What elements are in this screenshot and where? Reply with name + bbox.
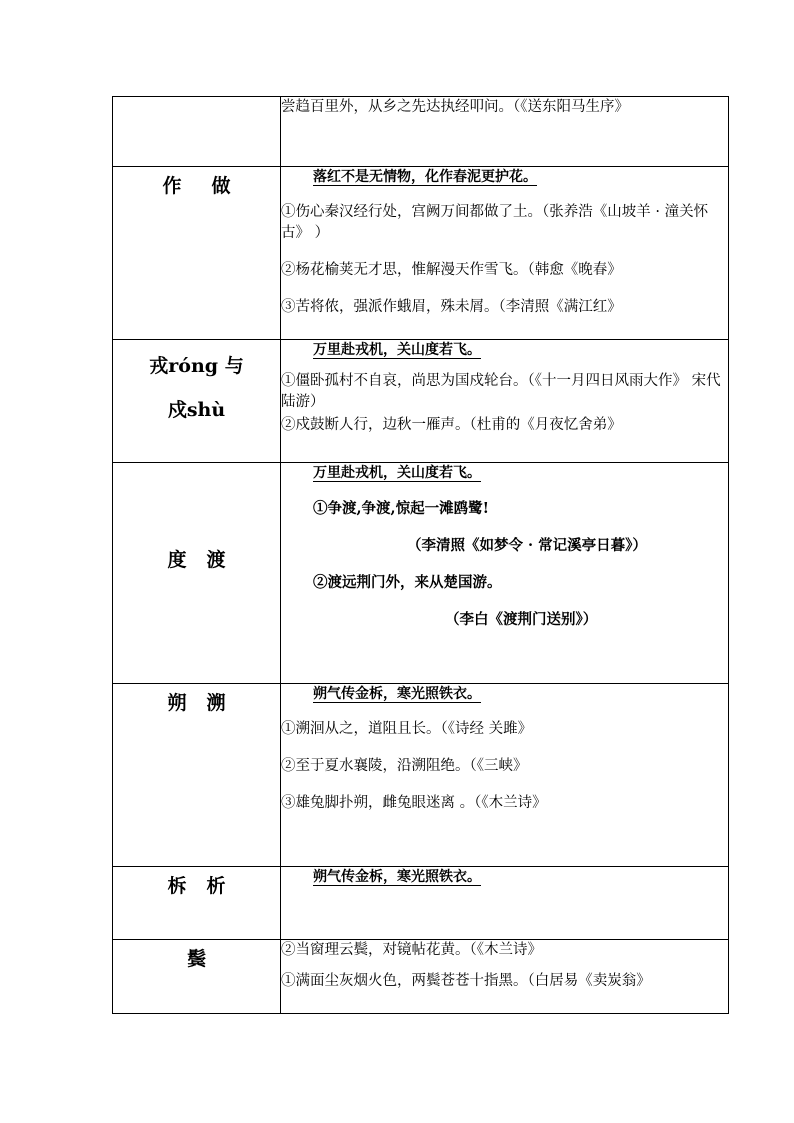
example-source: （李清照《如梦令 · 常记溪亭日暮》）: [407, 537, 647, 554]
example-line: ①伤心秦汉经行处，宫阙万间都做了土。（张养浩《山坡羊 · 潼关怀古》 ）: [281, 204, 709, 241]
term-label: 鬓: [186, 948, 206, 970]
headline-verse: 落红不是无情物，化作春泥更护花。: [313, 169, 537, 185]
example-cell: [281, 340, 729, 463]
example-line: ②当窗理云鬓，对镜帖花黄。（《木兰诗》: [281, 942, 542, 958]
table-row: [113, 867, 729, 940]
term-cell: [113, 867, 281, 940]
term-label-a: 柝: [167, 875, 187, 897]
example-cell: [281, 167, 729, 340]
example-cell: [281, 97, 729, 167]
table-row: [113, 684, 729, 867]
example-line: ①争渡,争渡,惊起一滩鸥鹭!: [313, 500, 489, 517]
term-cell: [113, 167, 281, 340]
example-line: ①僵卧孤村不自哀，尚思为国戍轮台。（《十一月四日风雨大作》 宋代 陆游）: [281, 373, 721, 410]
example-line: ③雄兔脚扑朔，雌兔眼迷离 。（《木兰诗》: [281, 795, 547, 811]
term-label-a: 度: [167, 548, 187, 571]
example-source: （李白《渡荆门送别》）: [445, 611, 598, 628]
term-label-b: 析: [206, 875, 226, 897]
headline-verse: 万里赴戎机，关山度若飞。: [313, 342, 481, 358]
term-label-b: 溯: [206, 692, 226, 714]
table-row: [113, 340, 729, 463]
example-line: ②至于夏水襄陵，沿溯阻绝。（《三峡》: [281, 758, 528, 774]
example-line: 尝趋百里外，从乡之先达执经叩问。（《送东阳马生序》: [281, 99, 629, 115]
term-label-b: 戍shù: [167, 399, 226, 421]
headline-verse: 朔气传金柝，寒光照铁衣。: [313, 686, 481, 702]
example-cell: [281, 867, 729, 940]
example-line: ③苦将侬，强派作蛾眉，殊未屑。（李清照《满江红》: [281, 299, 622, 315]
term-cell: [113, 463, 281, 684]
word-comparison-table: [112, 96, 729, 1014]
table-row: [113, 940, 729, 1014]
example-cell: [281, 684, 729, 867]
table-row: [113, 97, 729, 167]
term-label-a: 戎róng 与: [149, 355, 244, 377]
headline-verse: 万里赴戎机，关山度若飞。: [313, 465, 481, 481]
term-label-a: 作: [162, 175, 182, 197]
example-cell: [281, 463, 729, 684]
example-cell: [281, 940, 729, 1014]
term-label-b: 做: [211, 175, 231, 197]
term-label-a: 朔: [167, 692, 187, 714]
term-cell: [113, 684, 281, 867]
term-cell: [113, 340, 281, 463]
table-row: [113, 167, 729, 340]
term-cell: [113, 940, 281, 1014]
table-row: [113, 463, 729, 684]
example-line: ②渡远荆门外，来从楚国游。: [313, 574, 502, 591]
headline-verse: 朔气传金柝，寒光照铁衣。: [313, 869, 481, 885]
term-cell: [113, 97, 281, 167]
term-label-b: 渡: [206, 548, 226, 571]
example-line: ②杨花榆荚无才思，惟解漫天作雪飞。（韩愈《晚春》: [281, 262, 622, 278]
example-line: ①满面尘灰烟火色，两鬓苍苍十指黑。（白居易《卖炭翁》: [281, 973, 651, 989]
example-line: ①溯洄从之，道阻且长。（《诗经 关雎》: [281, 721, 533, 737]
example-line: ②戍鼓断人行，边秋一雁声。（杜甫的《月夜忆舍弟》: [281, 417, 622, 433]
